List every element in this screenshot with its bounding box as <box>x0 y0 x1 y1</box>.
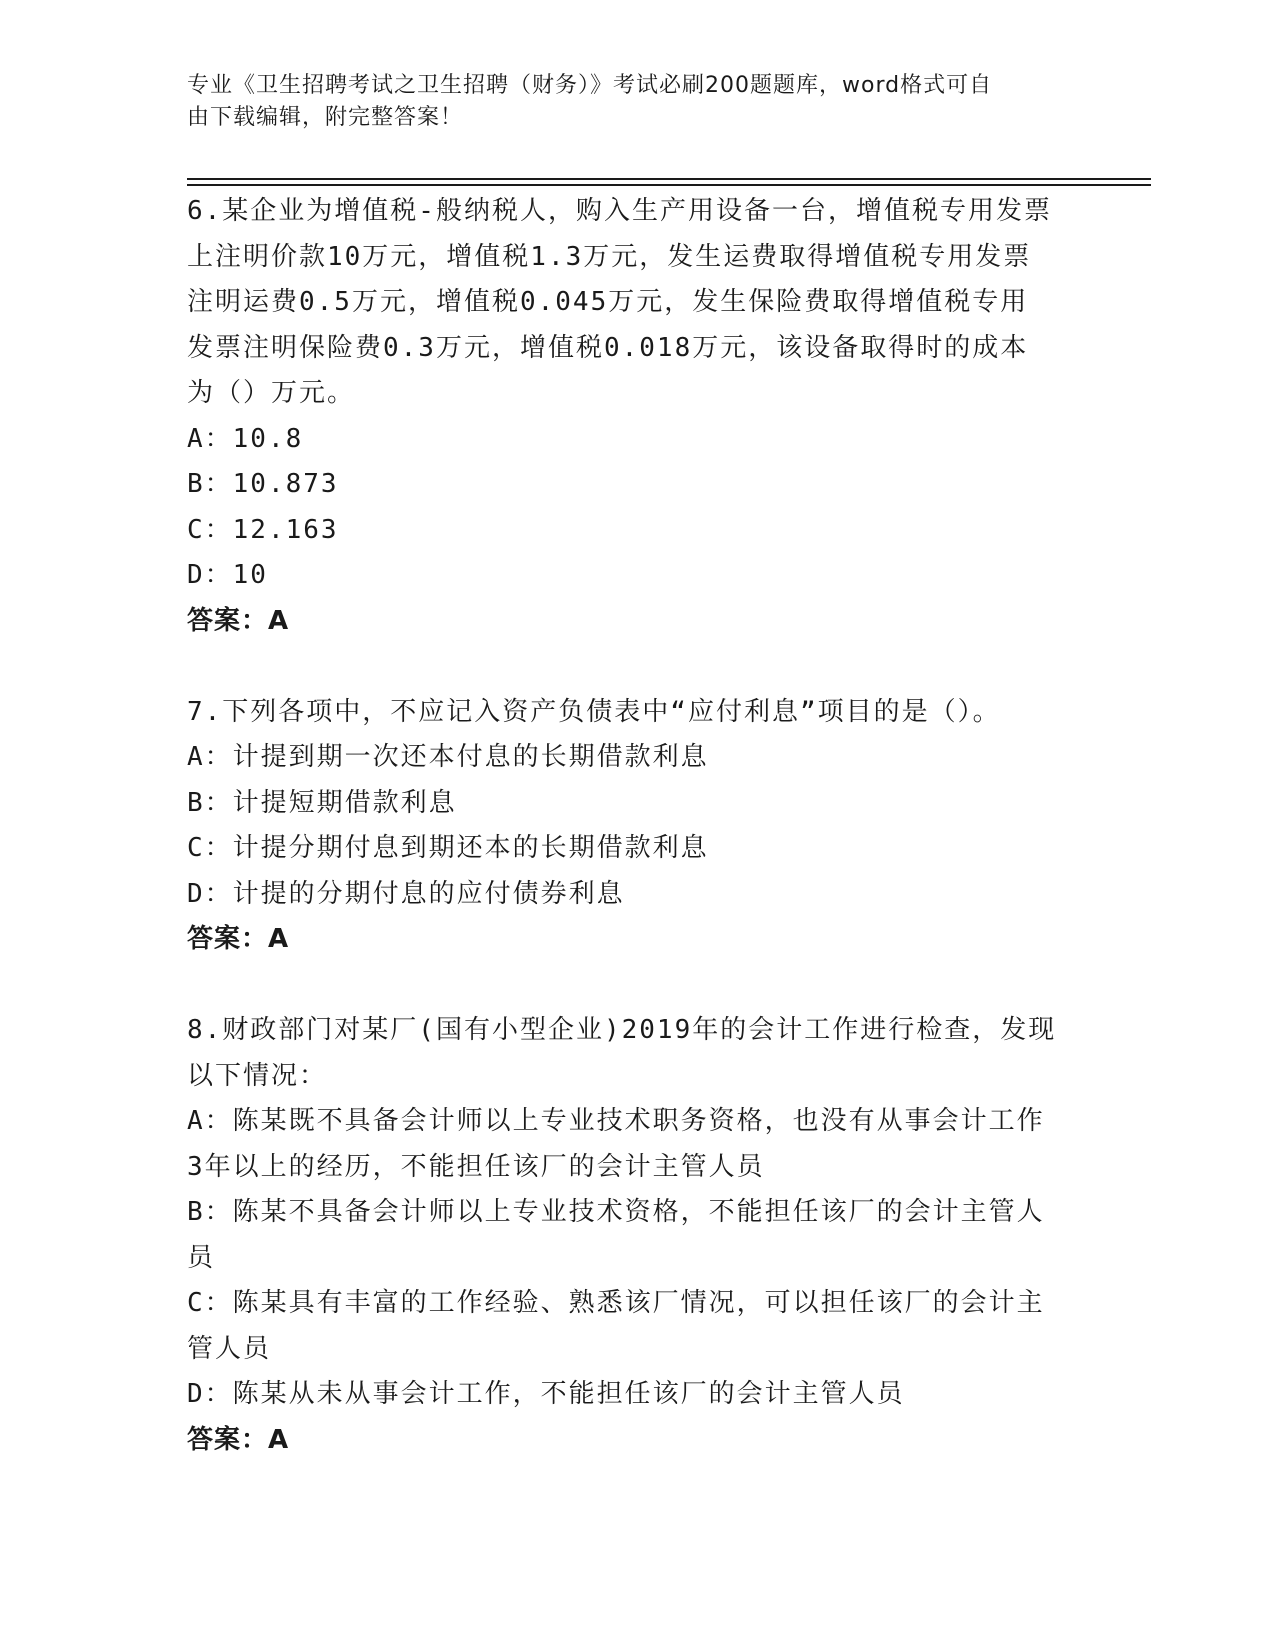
header-rule-top <box>187 178 1151 180</box>
question-stem-line: 为（）万元。 <box>187 378 356 408</box>
question-stem-line: 以下情况： <box>187 1060 328 1091</box>
document-header <box>187 70 1067 134</box>
header-line-1: 专业《卫生招聘考试之卫生招聘（财务）》考试必刷200题题库，word格式可自 <box>187 73 993 98</box>
option-b-continued: 员 <box>187 1242 216 1273</box>
option-a-continued: 3年以上的经历，不能担任该厂的会计主管人员 <box>187 1151 765 1182</box>
option-b: B：陈某不具备会计师以上专业技术资格，不能担任该厂的会计主管人 <box>187 1197 1045 1227</box>
option-c: C：计提分期付息到期还本的长期借款利息 <box>187 833 709 863</box>
option-d: D：计提的分期付息的应付债券利息 <box>187 878 625 909</box>
question-stem-line: 6.某企业为增值税-般纳税人，购入生产用设备一台，增值税专用发票 <box>187 196 1052 226</box>
question-7 <box>187 690 1077 963</box>
option-a: A：计提到期一次还本付息的长期借款利息 <box>187 742 709 772</box>
header-line-2: 由下载编辑，附完整答案！ <box>187 105 464 130</box>
option-c: C：陈某具有丰富的工作经验、熟悉该厂情况，可以担任该厂的会计主 <box>187 1288 1045 1318</box>
option-c: C：12.163 <box>187 514 339 545</box>
option-a: A：陈某既不具备会计师以上专业技术职务资格，也没有从事会计工作 <box>187 1106 1045 1136</box>
question-6 <box>187 189 1077 644</box>
option-d: D：陈某从未从事会计工作，不能担任该厂的会计主管人员 <box>187 1379 905 1409</box>
option-c-continued: 管人员 <box>187 1333 272 1364</box>
answer-line: 答案：A <box>187 924 290 954</box>
question-list <box>187 189 1077 1463</box>
question-stem-line: 7.下列各项中，不应记入资产负债表中“应付利息”项目的是（）。 <box>187 696 1001 727</box>
question-stem-line: 8.财政部门对某厂(国有小型企业)2019年的会计工作进行检查，发现 <box>187 1015 1057 1045</box>
option-b: B：10.873 <box>187 469 339 499</box>
answer-line: 答案：A <box>187 1424 290 1455</box>
question-stem-line: 注明运费0.5万元，增值税0.045万元，发生保险费取得增值税专用 <box>187 287 1029 317</box>
option-d: D：10 <box>187 560 268 590</box>
header-rule-bottom <box>187 184 1151 186</box>
question-stem-line: 上注明价款10万元，增值税1.3万元，发生运费取得增值税专用发票 <box>187 241 1032 272</box>
option-a: A：10.8 <box>187 423 304 454</box>
question-8 <box>187 1008 1077 1463</box>
answer-line: 答案：A <box>187 605 290 636</box>
question-stem-line: 发票注明保险费0.3万元，增值税0.018万元，该设备取得时的成本 <box>187 332 1029 363</box>
option-b: B：计提短期借款利息 <box>187 787 457 818</box>
